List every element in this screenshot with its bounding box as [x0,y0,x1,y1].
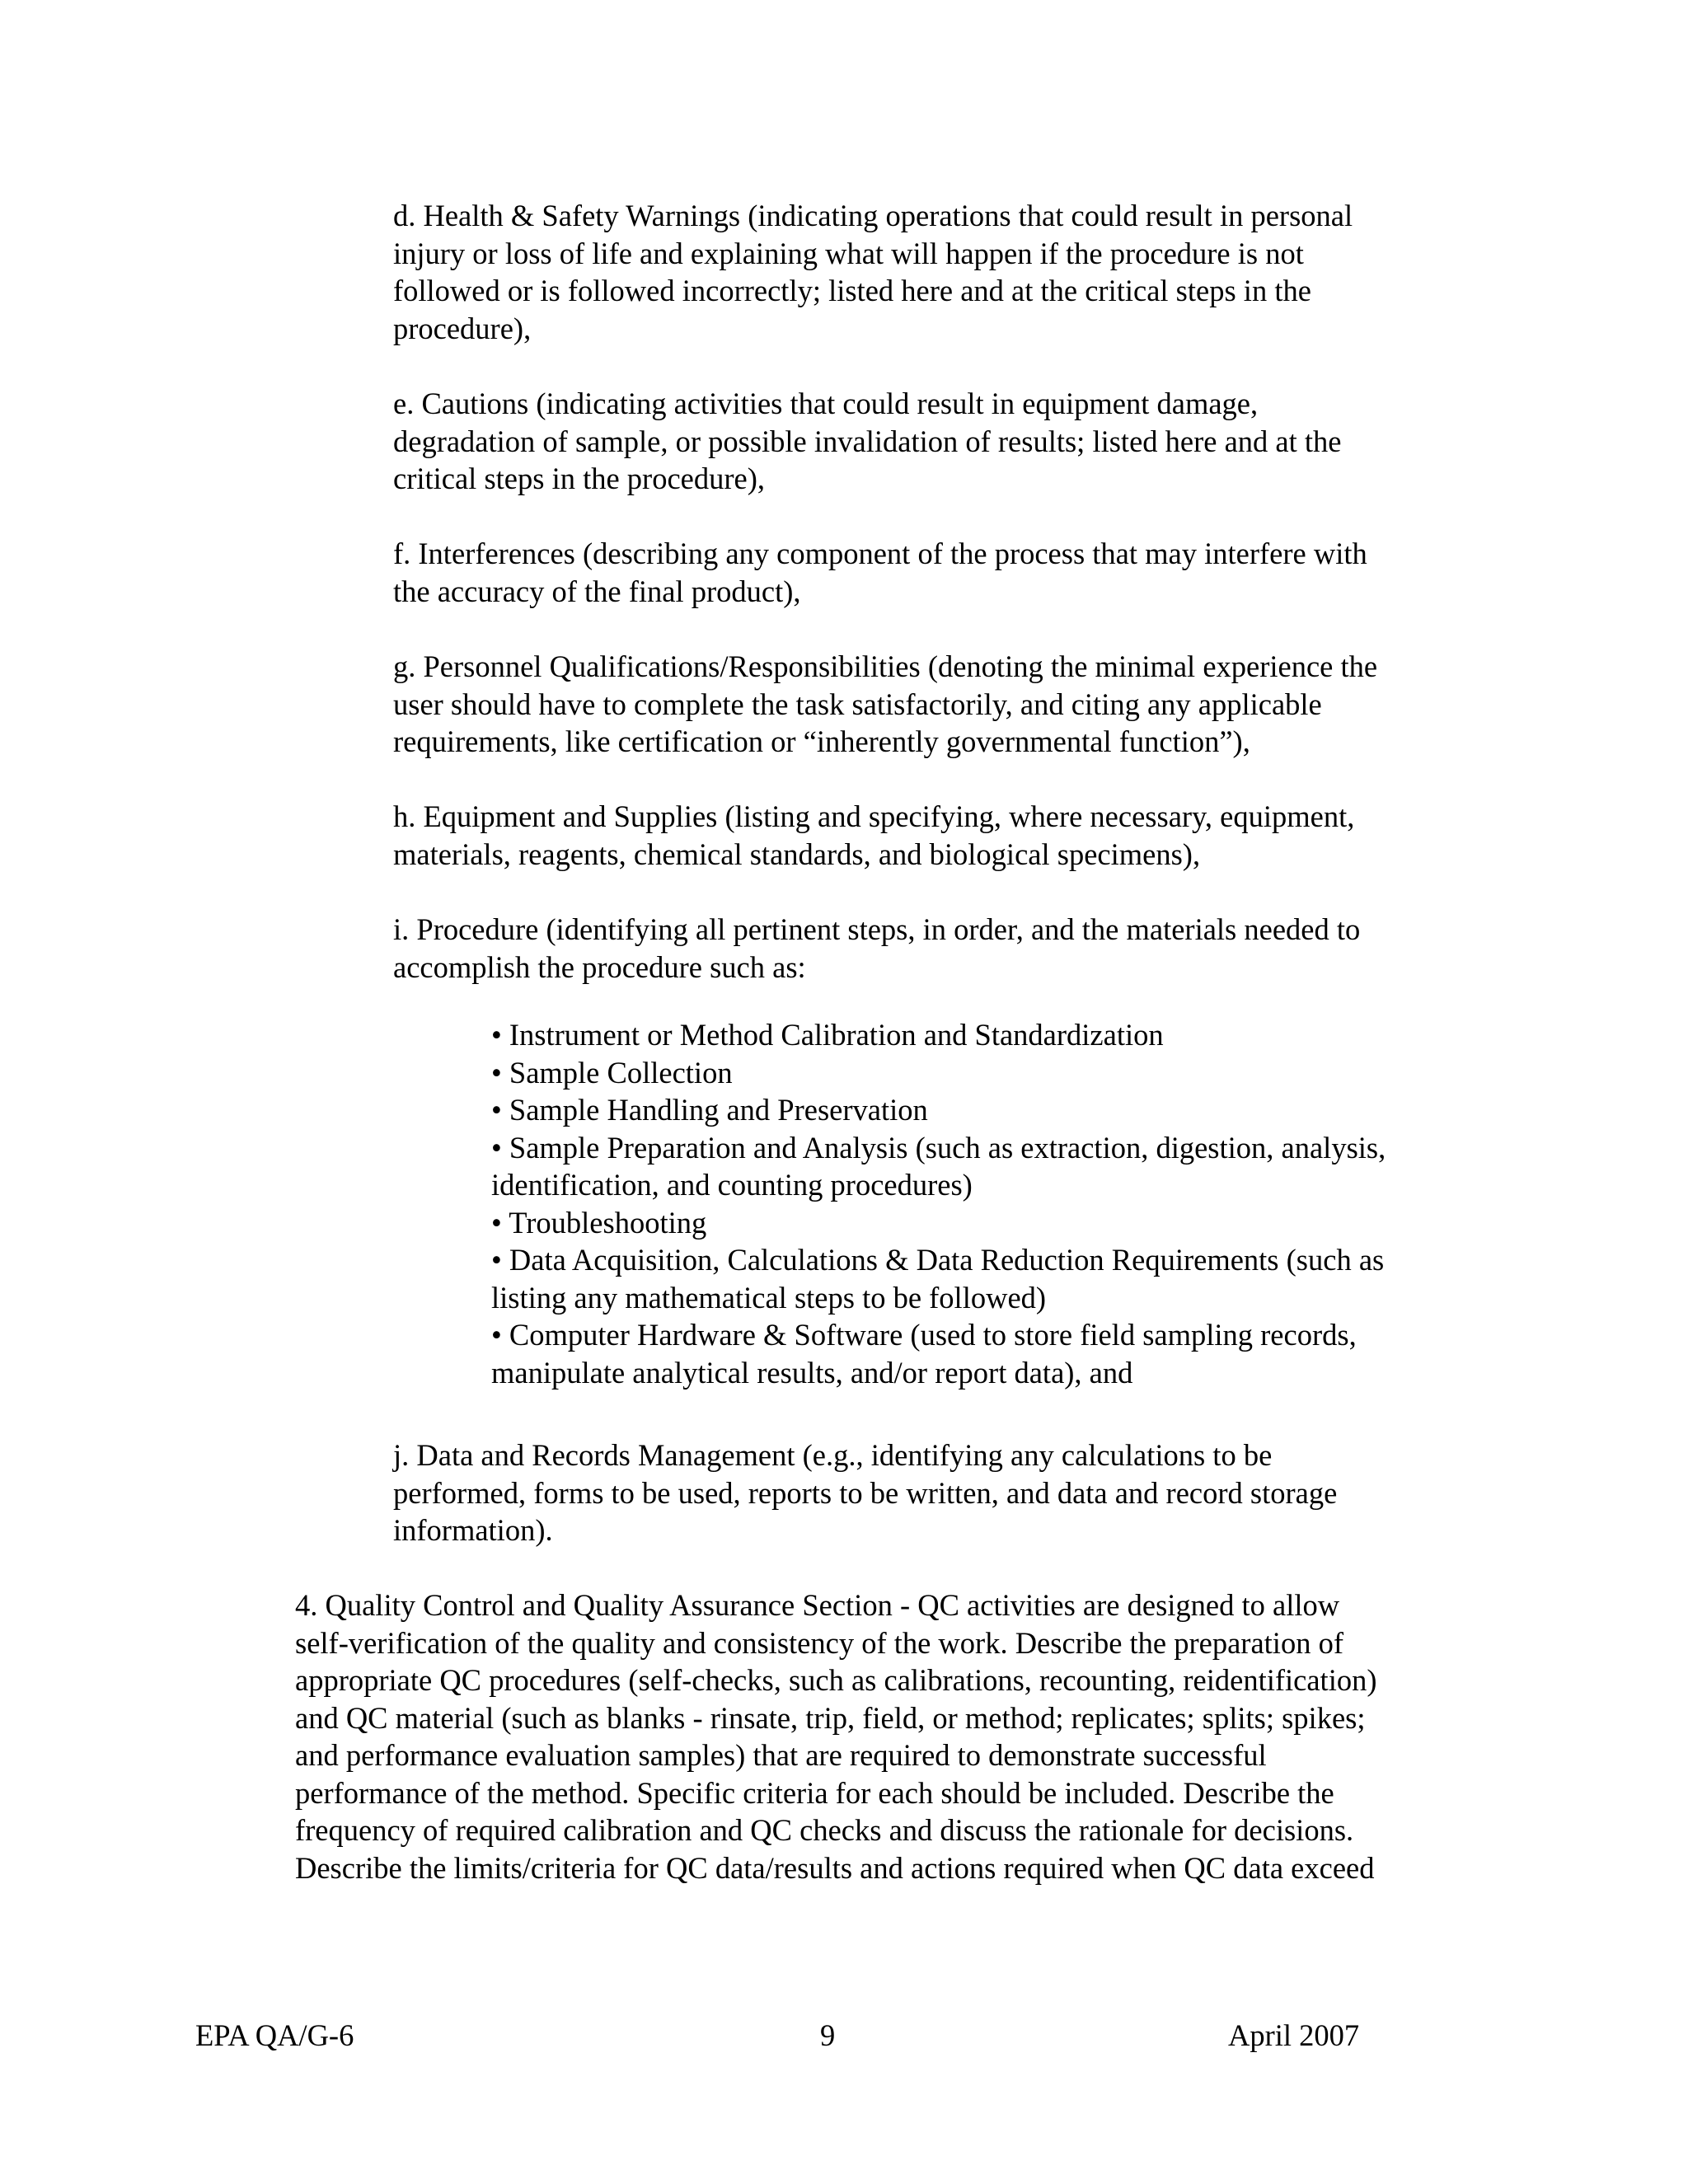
item-e-cautions: e. Cautions (indicating activities that could result in equipment damage, degradation of sample, or possible invalidation of results; listed here and at the critical steps in the procedure), [393,387,1342,495]
item-h-equipment-supplies: h. Equipment and Supplies (listing and specifying, where necessary, equipment, materials, reagents, chemical standards, and biological specimens), [393,799,1355,871]
list-item: • Instrument or Method Calibration and Standardization [491,1018,1164,1052]
list-item: • Sample Collection [491,1055,733,1090]
item-g-personnel-qualifications: g. Personnel Qualifications/Responsibilities (denoting the minimal experience the user should have to complete the task satisfactorily, and citing any applicable requirements, like certification or “inherently governmental function”), [393,649,1378,758]
procedure-bullet-list [491,1016,1563,1391]
footer-document-id: EPA QA/G-6 [195,2018,354,2052]
item-j-data-records-management: j. Data and Records Management (e.g., identifying any calculations to be performed, forms to be used, reports to be written, and data and record storage information). [393,1438,1338,1547]
list-item: • Troubleshooting [491,1205,707,1240]
footer-date: April 2007 [1228,2018,1360,2052]
item-i-procedure: i. Procedure (identifying all pertinent steps, in order, and the materials needed to accomplish the procedure such as: [393,912,1361,984]
footer-page-number: 9 [820,2018,836,2052]
list-item: • Computer Hardware & Software (used to store field sampling records, manipulate analytical results, and/or report data), and [491,1318,1357,1390]
list-item: • Sample Handling and Preservation [491,1093,928,1127]
item-f-interferences: f. Interferences (describing any component of the process that may interfere with the accuracy of the final product), [393,537,1367,608]
list-item: • Sample Preparation and Analysis (such as extraction, digestion, analysis, identification, and counting procedures) [491,1130,1386,1202]
section-4-quality-control: 4. Quality Control and Quality Assurance Section - QC activities are designed to allow self-verification of the quality and consistency of the work. Describe the preparation of appropriate QC procedures (self-checks, such as calibrations, recounting, reidentification) and QC material (such as blanks - rinsate, trip, field, or method; replicates; splits; spikes; and performance evaluation samples) that are required to demonstrate successful performance of the method. Specific criteria for each should be included. Describe the frequency of required calibration and QC checks and discuss the rationale for decisions. Describe the limits/criteria for QC data/results and actions required when QC data exceed [295,1588,1377,1885]
list-item: • Data Acquisition, Calculations & Data Reduction Requirements (such as listing any mathematical steps to be followed) [491,1243,1385,1315]
item-d-health-safety-warnings: d. Health & Safety Warnings (indicating operations that could result in personal injury or loss of life and explaining what will happen if the procedure is not followed or is followed incorrectly; listed here and at the critical steps in the procedure), [393,199,1353,345]
